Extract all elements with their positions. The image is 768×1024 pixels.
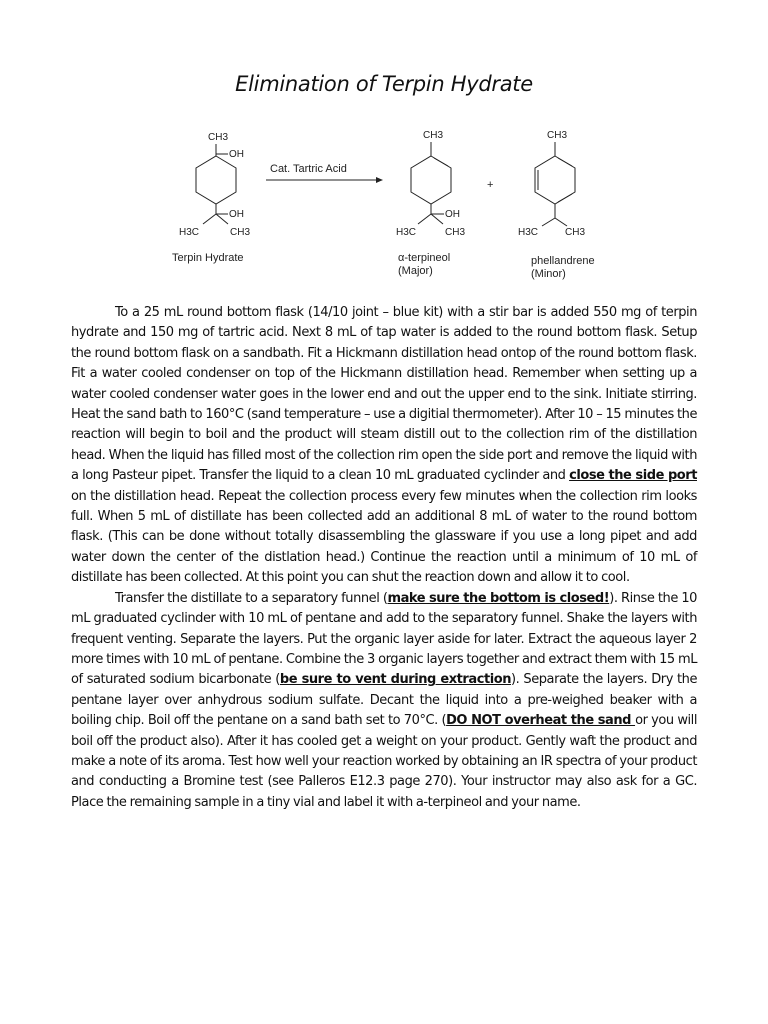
terpin-hydrate-label: Terpin Hydrate bbox=[172, 252, 244, 264]
p2-text-b: ). Rinse the 10 mL graduated cyclinder with 10 mL of pentane and add to the separatory funnel. Shake the layers with frequent venting. Separate the layers. Put the organic layer aside for later. Extract the aqueous layer 2 more times with 10 mL of pentane. Combine the 3 organic layers together and extract them with 15 mL of saturated sodium bicarbonate ( bbox=[71, 590, 697, 688]
p2-text-a: Transfer the distillate to a separatory funnel ( bbox=[115, 590, 388, 606]
p2-text-c: ). Separate the layers. Dry the pentane layer over anhydrous sodium sulfate. Decant the liquid into a pre-weighed beaker with a boiling chip. Boil off the pentane on a sand bath set to 70°C. ( bbox=[71, 672, 698, 729]
phellandrene-label: phellandrene bbox=[531, 255, 595, 267]
terpin-top-hydroxyl: OH bbox=[229, 149, 244, 160]
p1-text-a: To a 25 mL round bottom flask (14/10 joint – blue kit) with a stir bar is added 550 mg of terpin hydrate and 150 mg of tartric acid. Next 8 mL of tap water is added to the round bottom flask. Setup the round bottom flask on a sandbath. Fit a Hickmann distillation head ontop of the round bottom flask. Fit a water cooled condenser on top of the Hickmann distillation head. Remember when setting up a water cooled condenser water goes in the lower end and out the upper end to the sink. Initiate stirring. Heat the sand bath to 160°C (sand temperature – use a digitial thermometer). After 10 – 15 minutes the reaction will begin to boil and the product will steam distill out to the collection rim of the distillation head. When the liquid has filled most of the collection rim open the side port and remove the liquid with a long Pasteur pipet. Transfer the liquid to a clean 10 mL graduated cyclinder and bbox=[71, 305, 697, 484]
procedure-paragraph-2 bbox=[71, 589, 697, 813]
terpin-bottom-hydroxyl: OH bbox=[229, 209, 244, 220]
phellandrene-note: (Minor) bbox=[531, 268, 566, 280]
phellandrene-structure bbox=[535, 142, 575, 226]
phellandrene-right-methyl: CH3 bbox=[565, 227, 586, 238]
p1-text-b: on the distillation head. Repeat the collection process every few minutes when the collection rim looks full. When 5 mL of distillate has been collected add an additional 8 mL of water to the round bottom flask. (This can be done without totally disassembling the glassware if you use a long pipet and add water down the center of the distlation head.) Continue the reaction until a minimum of 10 mL of distillate has been collected. At this point you can shut the reaction down and allow it to cool. bbox=[71, 488, 697, 586]
terpineol-top-methyl: CH3 bbox=[423, 130, 444, 141]
overheat-warning: DO NOT overheat the sand bbox=[446, 713, 636, 729]
terpin-left-methyl: H3C bbox=[179, 227, 200, 238]
reaction-arrow-head bbox=[376, 177, 383, 183]
terpineol-left-methyl: H3C bbox=[396, 227, 417, 238]
p2-text-d: or you will boil off the product also). After it has cooled get a weight on your product. Gently waft the product and make a note of its aroma. Test how well your reaction worked by obtaining an IR spectra of your product and conducting a Bromine test (see Palleros E12.3 page 270). Your instructor may also ask for a GC. Place the remaining sample in a tiny vial and label it with a-terpineol and your name. bbox=[71, 713, 697, 810]
procedure-text bbox=[71, 303, 697, 813]
alpha-terpineol-label: α-terpineol bbox=[398, 252, 451, 264]
reaction-scheme bbox=[0, 118, 768, 298]
phellandrene-left-methyl: H3C bbox=[518, 227, 539, 238]
page-title: Elimination of Terpin Hydrate bbox=[235, 72, 533, 96]
phellandrene-top-methyl: CH3 bbox=[547, 130, 568, 141]
terpin-top-methyl: CH3 bbox=[208, 132, 229, 143]
bottom-closed-warning: make sure the bottom is closed! bbox=[387, 590, 610, 606]
alpha-terpineol-note: (Major) bbox=[398, 265, 433, 277]
procedure-paragraph-1 bbox=[71, 303, 697, 589]
close-side-port-warning: close the side port bbox=[569, 468, 697, 484]
vent-warning: be sure to vent during extraction bbox=[279, 672, 512, 688]
terpin-right-methyl: CH3 bbox=[230, 227, 251, 238]
plus-sign: + bbox=[487, 179, 494, 191]
terpineol-right-methyl: CH3 bbox=[445, 227, 466, 238]
terpineol-hydroxyl: OH bbox=[445, 209, 460, 220]
reagent-label: Cat. Tartric Acid bbox=[270, 163, 347, 175]
